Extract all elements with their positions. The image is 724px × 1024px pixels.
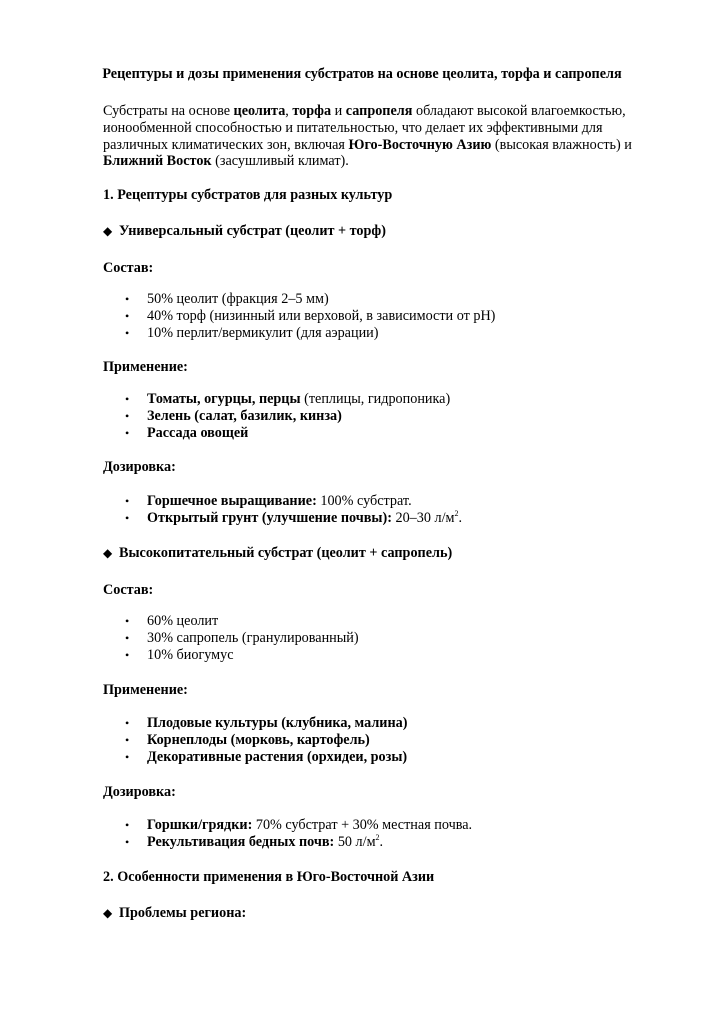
list-item: • 10% перлит/вермикулит (для аэрации) [125,325,379,341]
bullet-icon: • [125,409,130,423]
substrate-1-application-list [103,391,450,442]
substrate-1-dosage-label: Дозировка: [103,459,176,475]
list-item: • Рекультивация бедных почв: 50 $л/м^2$. [125,833,384,850]
bullet-icon: • [125,614,130,628]
bullet-icon: • [125,426,130,440]
list-item: • Рассада овощей [125,425,249,441]
bullet-icon: • [125,631,130,645]
substrate-2-composition-list [103,613,359,664]
bullet-icon: • [125,716,130,730]
list-item: • Томаты, огурцы, перцы (теплицы, гидропоника) [125,391,451,407]
list-item: • 50% цеолит (фракция 2–5 мм) [125,291,329,307]
list-item: • Горшечное выращивание: 100% субстрат. [125,493,412,509]
intro-paragraph: Субстраты на основе цеолита, торфа и сапропеля обладают высокой влагоемкостью, ионообменной способностью и питательностью, что делает их эффективными для различных климатических зон, включая Юго-Восточную Азию (высокая влажность) и Ближний Восток (засушливый климат). [103,103,632,170]
list-item: • Плодовые культуры (клубника, малина) [125,715,408,731]
bullet-icon: • [125,392,130,406]
bullet-icon: • [125,835,130,849]
bullet-icon: • [125,326,130,340]
diamond-icon: ◆ [103,546,113,560]
substrate-1-application-label: Применение: [103,359,188,375]
diamond-icon: ◆ [103,224,113,238]
list-item: • Корнеплоды (морковь, картофель) [125,732,370,748]
substrate-1-heading: ◆ Универсальный субстрат (цеолит + торф) [103,223,386,239]
section-2-heading: 2. Особенности применения в Юго-Восточной Азии [103,869,435,885]
list-item: • Зелень (салат, базилик, кинза) [125,408,342,424]
list-item: • 10% биогумус [125,647,234,663]
substrate-2-composition-label: Состав: [103,582,154,598]
substrate-1-composition-list [103,291,495,342]
list-item: • Горшки/грядки: 70% субстрат + 30% местная почва. [125,817,473,833]
document-title: Рецептуры и дозы применения субстратов на основе цеолита, торфа и сапропеля [102,66,622,82]
substrate-2-dosage-label: Дозировка: [103,784,176,800]
list-item: • 30% сапропель (гранулированный) [125,630,359,646]
substrate-1-composition-label: Состав: [103,260,154,276]
substrate-2-dosage-list [103,817,472,851]
bullet-icon: • [125,818,130,832]
diamond-icon: ◆ [103,906,113,920]
bullet-icon: • [125,750,130,764]
bullet-icon: • [125,733,130,747]
substrate-2-application-list [103,715,407,766]
section-1-heading: 1. Рецептуры субстратов для разных культур [103,187,393,203]
bullet-icon: • [125,309,130,323]
bullet-icon: • [125,648,130,662]
list-item: • 40% торф (низинный или верховой, в зависимости от pH) [125,308,496,324]
bullet-icon: • [125,494,130,508]
substrate-2-heading: ◆ Высокопитательный субстрат (цеолит + сапропель) [103,545,453,561]
section-2-sub-heading: ◆ Проблемы региона: [103,905,247,921]
list-item: • Декоративные растения (орхидеи, розы) [125,749,408,765]
substrate-1-dosage-list [103,493,462,527]
bullet-icon: • [125,511,130,525]
list-item: • 60% цеолит [125,613,219,629]
list-item: • Открытый грунт (улучшение почвы): 20–30 $л/м^2$. [125,509,463,526]
substrate-2-application-label: Применение: [103,682,188,698]
bullet-icon: • [125,292,130,306]
